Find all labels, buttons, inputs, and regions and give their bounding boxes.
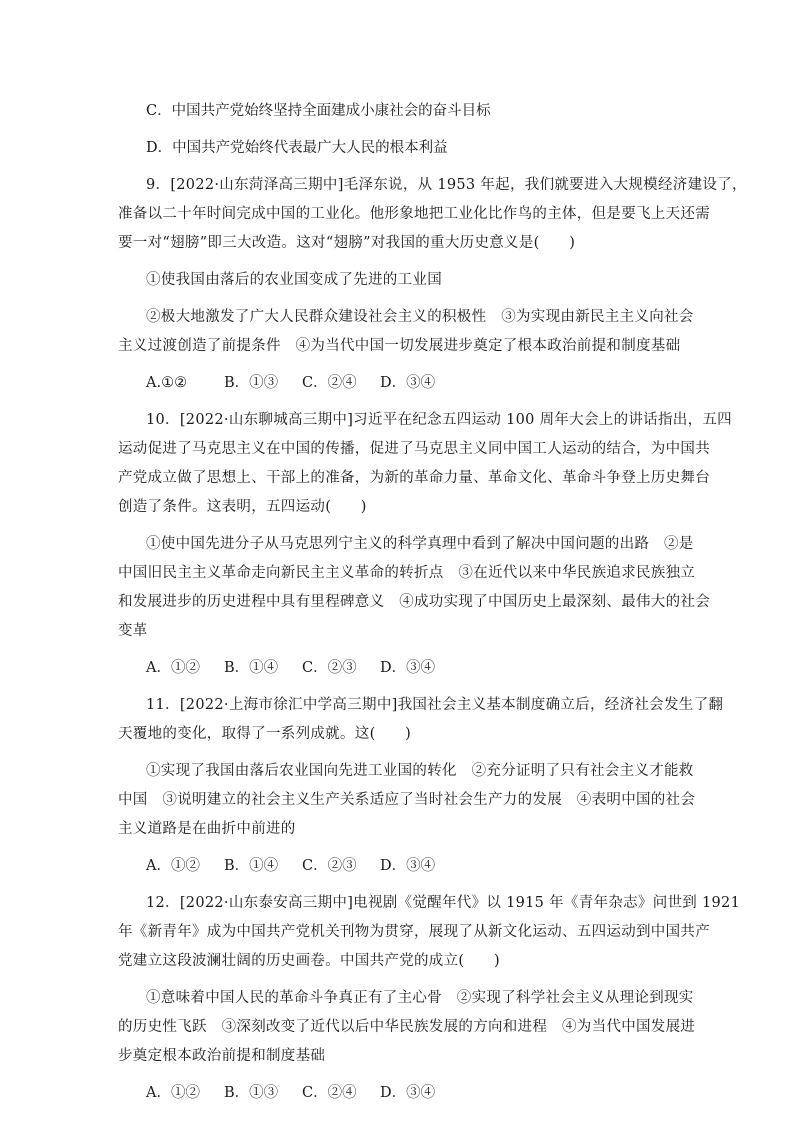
statement-line: ①使中国先进分子从马克思列宁主义的科学真理中看到了解决中国问题的出路 ②是 [146, 536, 694, 552]
question-stem-line: 准备以二十年时间完成中国的工业化。他形象地把工业化比作鸟的主体，但是要飞上天还需 [118, 206, 710, 222]
question-stem-line: 天覆地的变化，取得了一系列成就。这( ) [118, 726, 412, 742]
answer-options-9 [118, 369, 676, 398]
answer-option: A．①② [146, 1085, 200, 1101]
statement-line: 变革 [118, 623, 148, 639]
question-stem-line: 9．[2022·山东菏泽高三期中]毛泽东说，从 1953 年起，我们就要进入大规模经济建设了， [146, 177, 747, 193]
statement-line: 主义道路是在曲折中前进的 [118, 821, 296, 837]
answer-option: B．①④ [224, 858, 279, 874]
question-stem-line: 12．[2022·山东泰安高三期中]电视剧《觉醒年代》以 1915 年《青年杂志》问世到 1921 [146, 895, 741, 911]
answer-option: D．③④ [380, 858, 436, 874]
answer-options-12 [118, 1079, 676, 1108]
statements-10 [118, 530, 710, 646]
answer-options-10 [118, 654, 676, 683]
answer-option: A．①② [146, 858, 200, 874]
statement-line: 步奠定根本政治前提和制度基础 [118, 1048, 326, 1064]
answer-option: C．②③ [302, 660, 357, 676]
question-stem-line: 11．[2022·上海市徐汇中学高三期中]我国社会主义基本制度确立后，经济社会发生了翻 [146, 697, 724, 713]
statement-line: ①使我国由落后的农业国变成了先进的工业国 [146, 272, 442, 288]
statement-line: 的历史性飞跃 ③深刻改变了近代以后中华民族发展的方向和进程 ④为当代中国发展进 [118, 1019, 696, 1035]
statement-line: 中国 ③说明建立的社会主义生产关系适应了当时社会生产力的发展 ④表明中国的社会 [118, 792, 696, 808]
option-d: D．中国共产党始终代表最广大人民的根本利益 [146, 140, 448, 156]
statements-11 [118, 757, 696, 844]
question-stem-line: 年《新青年》成为中国共产党机关刊物为贯穿，展现了从新文化运动、五四运动到中国共产 [118, 924, 710, 940]
statement-line: 和发展进步的历史进程中具有里程碑意义 ④成功实现了中国历史上最深刻、最伟大的社会 [118, 594, 710, 610]
statement-line: ①意味着中国人民的革命斗争真正有了主心骨 ②实现了科学社会主义从理论到现实 [146, 990, 694, 1006]
question-9 [118, 171, 747, 258]
question-stem-line: 党建立这段波澜壮阔的历史画卷。中国共产党的成立( ) [118, 953, 500, 969]
question-stem-line: 产党成立做了思想上、干部上的准备，为新的革命力量、革命文化、革命斗争登上历史舞台 [118, 470, 710, 486]
answer-option: D．③④ [380, 1085, 436, 1101]
option-c: C．中国共产党始终坚持全面建成小康社会的奋斗目标 [146, 103, 491, 119]
answer-option: C．②③ [302, 858, 357, 874]
question-12 [118, 889, 741, 976]
answer-option: B．①③ [224, 1085, 279, 1101]
statements-12 [118, 984, 696, 1071]
answer-option: B．①③ [224, 375, 279, 391]
statement-line: ②极大地激发了广大人民群众建设社会主义的积极性 ③为实现由新民主主义向社会 [146, 309, 694, 325]
question-stem-line: 10．[2022·山东聊城高三期中]习近平在纪念五四运动 100 周年大会上的讲话指出，五四 [146, 412, 732, 428]
answer-option: D．③④ [380, 375, 436, 391]
answer-option: B．①④ [224, 660, 279, 676]
statement-line: ①实现了我国由落后农业国向先进工业国的转化 ②充分证明了只有社会主义才能救 [146, 763, 694, 779]
answer-option: A．①② [146, 660, 200, 676]
question-stem-line: 创造了条件。这表明，五四运动( ) [118, 499, 367, 515]
answer-option: C．②④ [302, 1085, 357, 1101]
statements-9 [118, 266, 694, 361]
question-10 [118, 406, 732, 522]
statement-line: 主义过渡创造了前提条件 ④为当代中国一切发展进步奠定了根本政治前提和制度基础 [118, 338, 681, 354]
question-stem-line: 运动促进了马克思主义在中国的传播，促进了马克思主义同中国工人运动的结合，为中国共 [118, 441, 710, 457]
answer-options-11 [118, 852, 676, 881]
answer-option: D．③④ [380, 660, 436, 676]
answer-option: A.①② [146, 375, 188, 391]
question-stem-line: 要一对“翅膀”即三大改造。这对“翅膀”对我国的重大历史意义是( ) [118, 235, 576, 251]
statement-line: 中国旧民主主义革命走向新民主主义革命的转折点 ③在近代以来中华民族追求民族独立 [118, 565, 696, 581]
answer-option: C．②④ [302, 375, 357, 391]
question-11 [118, 691, 724, 749]
